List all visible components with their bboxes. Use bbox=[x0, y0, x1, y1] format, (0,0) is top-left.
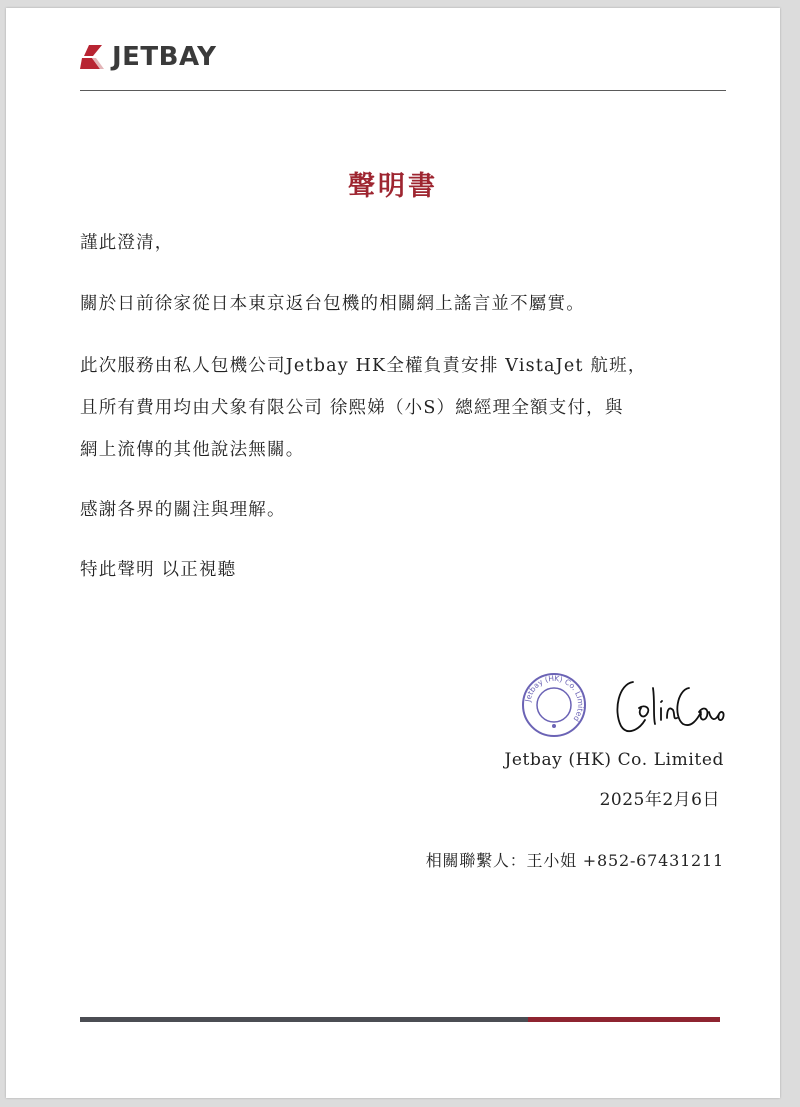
letterhead bbox=[80, 38, 726, 91]
jetbay-logo bbox=[80, 42, 216, 72]
footer-bar-gray bbox=[80, 1017, 528, 1022]
contact-info: 相關聯繫人：王小姐 +852-67431211 bbox=[425, 851, 724, 870]
svg-text:Jetbay (HK) Co. Limited: Jetbay (HK) Co. Limited bbox=[523, 673, 586, 724]
document-date: 2025年2月6日 bbox=[599, 790, 720, 810]
footer-bar-red bbox=[528, 1017, 720, 1022]
paragraph-1: 關於日前徐家從日本東京返台包機的相關網上謠言並不屬實。 bbox=[80, 294, 585, 314]
paragraph-2-line-1: 此次服務由私人包機公司Jetbay HK全權負責安排 VistaJet 航班， bbox=[80, 356, 647, 376]
document-title: 聲明書 bbox=[348, 171, 438, 202]
company-seal-icon bbox=[519, 670, 589, 740]
greeting: 謹此澄清， bbox=[80, 233, 174, 253]
document-page bbox=[6, 8, 780, 1098]
paragraph-2-line-3: 網上流傳的其他說法無關。 bbox=[80, 440, 305, 460]
paragraph-4: 特此聲明 以正視聽 bbox=[80, 560, 237, 580]
logo-wordmark: JETBAY bbox=[112, 42, 217, 72]
seal-and-signature bbox=[519, 668, 729, 748]
paragraph-2-line-2: 且所有費用均由犬象有限公司 徐熙娣（小S）總經理全額支付，與 bbox=[80, 398, 624, 418]
paragraph-3: 感謝各界的關注與理解。 bbox=[80, 500, 286, 520]
footer-bar bbox=[80, 1017, 720, 1022]
company-name: Jetbay (HK) Co. Limited bbox=[504, 750, 724, 770]
signature-icon bbox=[611, 668, 731, 740]
jetbay-wing-icon bbox=[80, 45, 106, 69]
